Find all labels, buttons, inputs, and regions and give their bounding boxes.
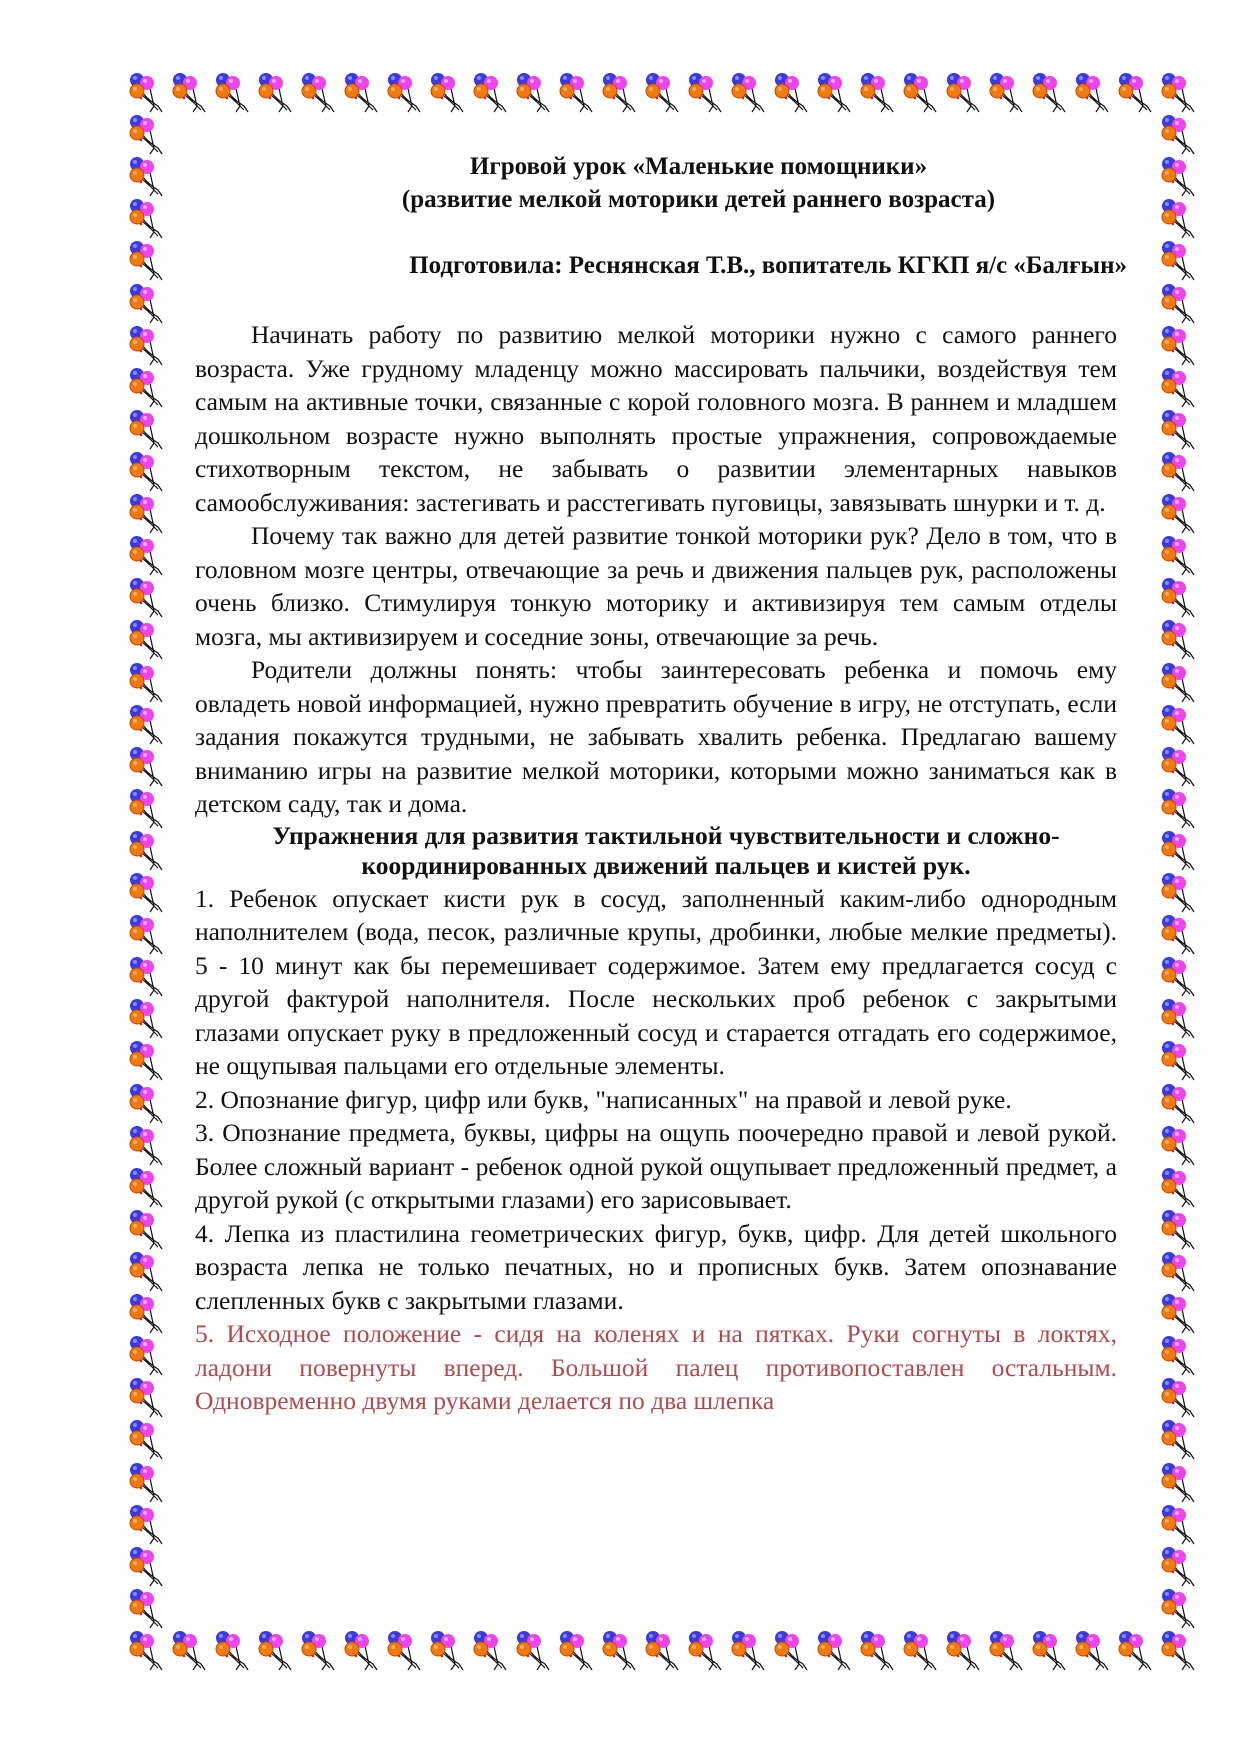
balloon-bunch-icon bbox=[128, 156, 168, 200]
balloon-bunch-icon bbox=[1160, 451, 1200, 495]
balloon-bunch-icon bbox=[1160, 1167, 1200, 1211]
balloon-bunch-icon bbox=[128, 451, 168, 495]
balloon-bunch-icon bbox=[128, 1462, 168, 1506]
balloon-bunch-icon bbox=[128, 198, 168, 242]
balloon-bunch-icon bbox=[128, 956, 168, 1000]
balloon-bunch-icon bbox=[601, 72, 641, 116]
balloon-bunch-icon bbox=[1160, 956, 1200, 1000]
balloon-bunch-icon bbox=[128, 619, 168, 663]
balloon-bunch-icon bbox=[128, 704, 168, 748]
balloon-bunch-icon bbox=[386, 1630, 426, 1674]
balloon-bunch-icon bbox=[1160, 409, 1200, 453]
balloon-bunch-icon bbox=[128, 1588, 168, 1632]
balloon-bunch-icon bbox=[128, 367, 168, 411]
exercise-item: 2. Опознание фигур, цифр или букв, "написанных" на правой и левой руке. bbox=[195, 1084, 1012, 1114]
balloon-bunch-icon bbox=[128, 998, 168, 1042]
balloon-bunch-icon bbox=[1160, 1251, 1200, 1295]
balloon-bunch-icon bbox=[472, 72, 512, 116]
balloon-bunch-icon bbox=[816, 1630, 856, 1674]
balloon-bunch-icon bbox=[644, 72, 684, 116]
balloon-bunch-icon bbox=[128, 114, 168, 158]
balloon-bunch-icon bbox=[1160, 704, 1200, 748]
paragraph: Родители должны понять: чтобы заинтересовать ребенка и помочь ему овладеть новой информацией, нужно превратить обучение в игру, не отступать, если задания покажутся трудными, не забывать хвалить ребенка. Предлагаю вашему вниманию игры на развитие мелкой моторики, которыми можно заниматься как в детском саду, так и дома. bbox=[195, 655, 1117, 818]
balloon-bunch-icon bbox=[128, 914, 168, 958]
balloon-bunch-icon bbox=[128, 1040, 168, 1084]
balloon-bunch-icon bbox=[1160, 914, 1200, 958]
balloon-bunch-icon bbox=[343, 1630, 383, 1674]
balloon-bunch-icon bbox=[1160, 325, 1200, 369]
balloon-bunch-icon bbox=[1117, 72, 1157, 116]
balloon-bunch-icon bbox=[515, 1630, 555, 1674]
balloon-bunch-icon bbox=[1160, 1462, 1200, 1506]
balloon-bunch-icon bbox=[859, 72, 899, 116]
balloon-bunch-icon bbox=[1031, 1630, 1071, 1674]
balloon-bunch-icon bbox=[1160, 788, 1200, 832]
balloon-bunch-icon bbox=[1160, 198, 1200, 242]
balloon-bunch-icon bbox=[1160, 283, 1200, 327]
balloon-bunch-icon bbox=[988, 72, 1028, 116]
balloon-bunch-icon bbox=[1117, 1630, 1157, 1674]
balloon-bunch-icon bbox=[1160, 1293, 1200, 1337]
balloon-bunch-icon bbox=[1160, 662, 1200, 706]
title-line-2: (развитие мелкой моторики детей раннего возраста) bbox=[401, 186, 996, 213]
balloon-bunch-icon bbox=[945, 1630, 985, 1674]
balloon-bunch-icon bbox=[128, 409, 168, 453]
balloon-bunch-icon bbox=[1160, 1335, 1200, 1379]
balloon-bunch-icon bbox=[1160, 872, 1200, 916]
exercise-item-highlighted: 5. Исходное положение - сидя на коленях и на пятках. Руки согнуты в локтях, ладони повернуты вперед. Большой палец противопоставлен остальным. Одновременно двумя руками делается по два шлепка bbox=[195, 1319, 1117, 1415]
balloon-bunch-icon bbox=[128, 1419, 168, 1463]
balloon-bunch-icon bbox=[644, 1630, 684, 1674]
balloon-bunch-icon bbox=[816, 72, 856, 116]
balloon-bunch-icon bbox=[128, 240, 168, 284]
balloon-bunch-icon bbox=[128, 1293, 168, 1337]
balloon-bunch-icon bbox=[1160, 72, 1200, 116]
document-body bbox=[195, 150, 1127, 1418]
balloon-bunch-icon bbox=[558, 1630, 598, 1674]
balloon-bunch-icon bbox=[1160, 746, 1200, 790]
balloon-bunch-icon bbox=[128, 662, 168, 706]
balloon-bunch-icon bbox=[1160, 535, 1200, 579]
exercise-item: 1. Ребенок опускает кисти рук в сосуд, заполненный каким-либо однородным наполнителем (вода, песок, различные крупы, дробинки, любые мелкие предметы). 5 - 10 минут как бы перемешивает содержимое. Затем ему предлагается сосуд с другой фактурой наполнителя. После нескольких проб ребенок с закрытыми глазами опускает руку в предложенный сосуд и старается отгадать его содержимое, не ощупывая пальцами его отдельные элементы. bbox=[195, 883, 1117, 1080]
balloon-bunch-icon bbox=[1160, 830, 1200, 874]
balloon-bunch-icon bbox=[128, 1335, 168, 1379]
balloon-bunch-icon bbox=[1160, 619, 1200, 663]
balloon-bunch-icon bbox=[128, 1504, 168, 1548]
balloon-bunch-icon bbox=[128, 493, 168, 537]
balloon-bunch-icon bbox=[1074, 72, 1114, 116]
balloon-bunch-icon bbox=[128, 325, 168, 369]
balloon-bunch-icon bbox=[687, 1630, 727, 1674]
balloon-bunch-icon bbox=[558, 72, 598, 116]
balloon-bunch-icon bbox=[601, 1630, 641, 1674]
balloon-bunch-icon bbox=[1160, 156, 1200, 200]
balloon-bunch-icon bbox=[1074, 1630, 1114, 1674]
balloon-bunch-icon bbox=[128, 830, 168, 874]
balloon-bunch-icon bbox=[859, 1630, 899, 1674]
balloon-bunch-icon bbox=[128, 283, 168, 327]
balloon-bunch-icon bbox=[1160, 998, 1200, 1042]
title-line-1: Игровой урок «Маленькие помощники» bbox=[469, 153, 928, 180]
balloon-bunch-icon bbox=[300, 72, 340, 116]
balloon-bunch-icon bbox=[1160, 1209, 1200, 1253]
balloon-bunch-icon bbox=[343, 72, 383, 116]
balloon-bunch-icon bbox=[429, 72, 469, 116]
balloon-bunch-icon bbox=[1160, 114, 1200, 158]
balloon-bunch-icon bbox=[1160, 1125, 1200, 1169]
balloon-bunch-icon bbox=[257, 72, 297, 116]
balloon-bunch-icon bbox=[773, 1630, 813, 1674]
paragraph: Начинать работу по развитию мелкой моторики нужно с самого раннего возраста. Уже грудному младенцу можно массировать пальчики, воздействуя тем самым на активные точки, связанные с корой головного мозга. В раннем и младшем дошкольном возрасте нужно выполнять простые упражнения, сопровождаемые стихотворным текстом, не забывать о развитии элементарных навыков самообслуживания: застегивать и расстегивать пуговицы, завязывать шнурки и т. д. bbox=[195, 320, 1117, 517]
balloon-bunch-icon bbox=[1160, 577, 1200, 621]
balloon-bunch-icon bbox=[1160, 1504, 1200, 1548]
balloon-bunch-icon bbox=[1160, 1419, 1200, 1463]
balloon-bunch-icon bbox=[472, 1630, 512, 1674]
balloon-bunch-icon bbox=[128, 1167, 168, 1211]
balloon-bunch-icon bbox=[171, 72, 211, 116]
balloon-bunch-icon bbox=[902, 1630, 942, 1674]
balloon-bunch-icon bbox=[128, 1630, 168, 1674]
balloon-bunch-icon bbox=[1031, 72, 1071, 116]
section-heading: Упражнения для развития тактильной чувствительности и сложно-координированных движений пальцев и кистей рук. bbox=[272, 820, 1060, 880]
balloon-bunch-icon bbox=[214, 72, 254, 116]
balloon-bunch-icon bbox=[902, 72, 942, 116]
balloon-bunch-icon bbox=[988, 1630, 1028, 1674]
balloon-bunch-icon bbox=[730, 72, 770, 116]
balloon-bunch-icon bbox=[945, 72, 985, 116]
balloon-bunch-icon bbox=[773, 72, 813, 116]
balloon-bunch-icon bbox=[128, 535, 168, 579]
balloon-bunch-icon bbox=[1160, 367, 1200, 411]
balloon-bunch-icon bbox=[128, 1209, 168, 1253]
paragraph: Почему так важно для детей развитие тонкой моторики рук? Дело в том, что в головном мозге центры, отвечающие за речь и движения пальцев рук, расположены очень близко. Стимулируя тонкую моторику и активизируя тем самым отделы мозга, мы активизируем и соседние зоны, отвечающие за речь. bbox=[195, 521, 1117, 651]
balloon-bunch-icon bbox=[128, 1546, 168, 1590]
balloon-bunch-icon bbox=[1160, 1083, 1200, 1127]
balloon-bunch-icon bbox=[171, 1630, 211, 1674]
balloon-bunch-icon bbox=[128, 1251, 168, 1295]
balloon-bunch-icon bbox=[128, 746, 168, 790]
balloon-bunch-icon bbox=[515, 72, 555, 116]
balloon-bunch-icon bbox=[386, 72, 426, 116]
balloon-bunch-icon bbox=[1160, 1377, 1200, 1421]
balloon-bunch-icon bbox=[128, 577, 168, 621]
balloon-bunch-icon bbox=[1160, 1040, 1200, 1084]
balloon-bunch-icon bbox=[128, 872, 168, 916]
balloon-bunch-icon bbox=[257, 1630, 297, 1674]
author-line: Подготовила: Реснянская Т.В., вопитатель КГКП я/с «Балғын» bbox=[409, 252, 1127, 279]
balloon-bunch-icon bbox=[429, 1630, 469, 1674]
document-title bbox=[280, 150, 1117, 216]
balloon-bunch-icon bbox=[687, 72, 727, 116]
exercise-item: 4. Лепка из пластилина геометрических фигур, букв, цифр. Для детей школьного возраста лепка не только печатных, но и прописных букв. Затем опознавание слепленных букв с закрытыми глазами. bbox=[195, 1218, 1117, 1315]
balloon-bunch-icon bbox=[730, 1630, 770, 1674]
balloon-bunch-icon bbox=[128, 1083, 168, 1127]
balloon-bunch-icon bbox=[128, 1377, 168, 1421]
balloon-bunch-icon bbox=[300, 1630, 340, 1674]
exercise-item: 3. Опознание предмета, буквы, цифры на ощупь поочередно правой и левой рукой. Более сложный вариант - ребенок одной рукой ощупывает предложенный предмет, а другой рукой (с открытыми глазами) его зарисовывает. bbox=[195, 1118, 1117, 1214]
balloon-bunch-icon bbox=[1160, 493, 1200, 537]
balloon-bunch-icon bbox=[128, 1125, 168, 1169]
balloon-bunch-icon bbox=[1160, 1588, 1200, 1632]
balloon-bunch-icon bbox=[128, 72, 168, 116]
balloon-bunch-icon bbox=[1160, 1546, 1200, 1590]
balloon-bunch-icon bbox=[1160, 1630, 1200, 1674]
balloon-bunch-icon bbox=[214, 1630, 254, 1674]
balloon-bunch-icon bbox=[128, 788, 168, 832]
balloon-bunch-icon bbox=[1160, 240, 1200, 284]
